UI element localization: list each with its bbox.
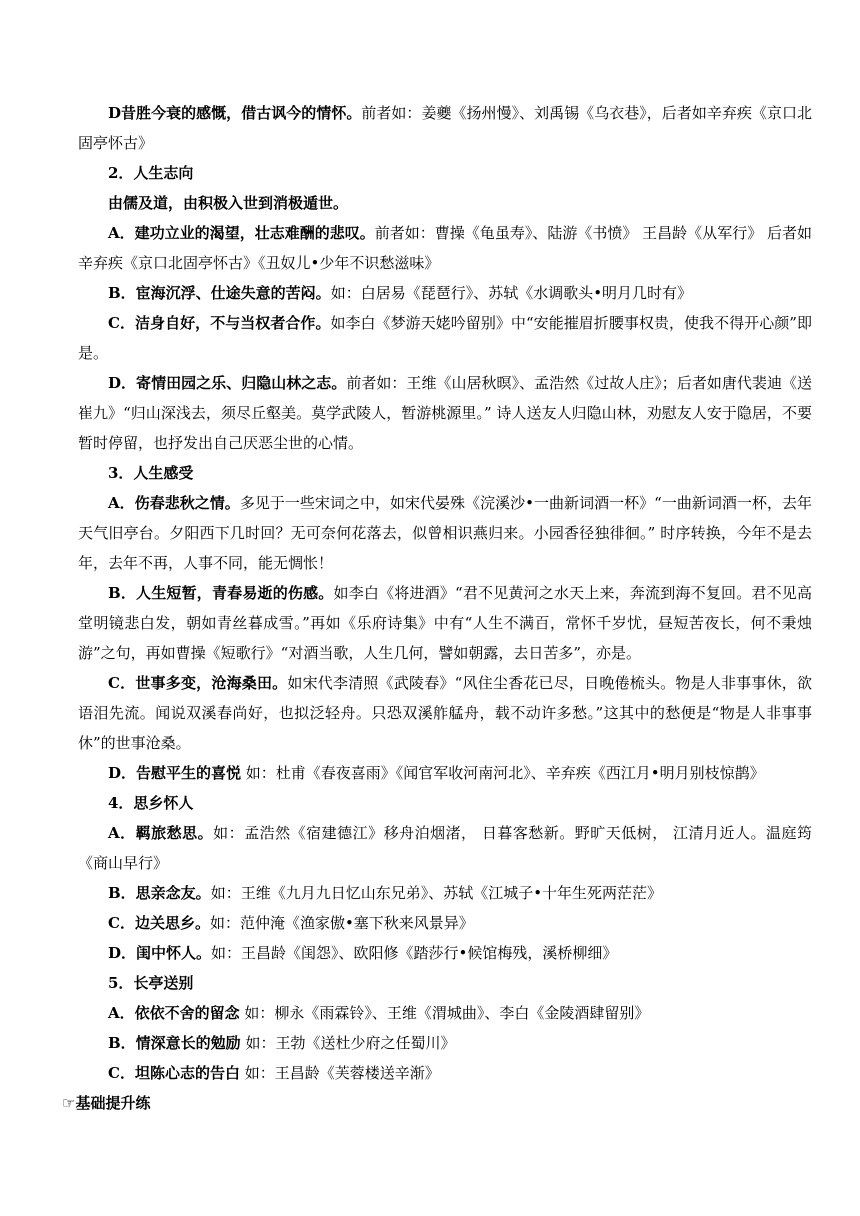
pointing-hand-icon: ☞ xyxy=(62,1094,76,1112)
paragraph-text: 如：范仲淹《渔家傲•塞下秋来风景异》 xyxy=(209,914,474,932)
paragraph-dd4 xyxy=(78,938,812,968)
paragraph-text: 如：杜甫《春夜喜雨》《闻官军收河南河北》、辛弃疾《西江月•明月别枝惊鹊》 xyxy=(241,764,765,782)
paragraph-sub2 xyxy=(78,188,812,218)
paragraph-lead: 由儒及道，由积极入世到消极遁世。 xyxy=(108,194,349,212)
paragraph-lead: D．寄情田园之乐、归隐山林之志。 xyxy=(108,374,347,392)
section-heading-basic-practice xyxy=(62,1088,812,1118)
paragraph-h2 xyxy=(78,158,812,188)
paragraph-lead: B．宦海沉浮、仕途失意的苦闷。 xyxy=(108,284,331,302)
paragraph-text: 如李白《梦游天姥吟留别》中“安能摧眉折腰事权贵，使我不得开心颜”即是。 xyxy=(78,314,812,362)
paragraph-lead: 4．思乡怀人 xyxy=(108,794,194,812)
paragraph-b2 xyxy=(78,278,812,308)
paragraph-b3 xyxy=(78,578,812,668)
paragraph-b4 xyxy=(78,878,812,908)
paragraph-lead: A．羁旅愁思。 xyxy=(108,824,214,842)
paragraph-text: 前者如：曹操《龟虽寿》、陆游《书愤》 王昌龄《从军行》 后者如辛弃疾《京口北固亭怀古》《丑奴儿•少年不识愁滋味》 xyxy=(78,224,813,272)
paragraph-lead: A．伤春悲秋之情。 xyxy=(108,494,240,512)
paragraph-a2 xyxy=(78,218,812,278)
paragraph-text: 前者如：姜夔《扬州慢》、刘禹锡《乌衣巷》，后者如辛弃疾《京口北固亭怀古》 xyxy=(78,104,812,152)
paragraph-a3 xyxy=(78,488,812,578)
paragraph-dd3 xyxy=(78,758,812,788)
paragraph-b5 xyxy=(78,1028,812,1058)
paragraph-text: 前者如：王维《山居秋暝》、孟浩然《过故人庄》；后者如唐代裴迪《送崔九》“归山深浅去，须尽丘壑美。莫学武陵人，暂游桃源里。” 诗人送友人归隐山林，劝慰友人安于隐居，不要暂时停留，也抒发出自己厌恶尘世的心情。 xyxy=(78,374,812,452)
paragraph-h4 xyxy=(78,788,812,818)
paragraph-c2 xyxy=(78,308,812,368)
paragraph-text: 如：王昌龄《闺怨》、欧阳修《踏莎行•候馆梅残，溪桥柳细》 xyxy=(211,944,618,962)
paragraph-text: 如：白居易《琵琶行》、苏轼《水调歌头•明月几时有》 xyxy=(330,284,693,302)
paragraph-text: 如：王维《九月九日忆山东兄弟》、苏轼《江城子•十年生死两茫茫》 xyxy=(210,884,663,902)
paragraph-lead: C．边关思乡。 xyxy=(108,914,210,932)
paragraph-dd2 xyxy=(78,368,812,458)
paragraph-text: 如宋代李清照《武陵春》“风住尘香花已尽，日晚倦梳头。物是人非事事休，欲语泪先流。闻说双溪春尚好，也拟泛轻舟。只恐双溪舴艋舟，载不动许多愁。”这其中的愁便是“物是人非事事休”的世事沧桑。 xyxy=(78,674,812,752)
paragraph-d1 xyxy=(78,98,812,158)
paragraph-lead: 2．人生志向 xyxy=(108,164,194,182)
paragraph-lead: A．依依不舍的留念 xyxy=(108,1004,240,1022)
paragraph-lead: D昔胜今衰的感慨，借古讽今的情怀。 xyxy=(108,104,362,122)
paragraph-lead: B．思亲念友。 xyxy=(108,884,211,902)
paragraph-lead: D．闺中怀人。 xyxy=(108,944,212,962)
paragraph-lead: C．世事多变，沧海桑田。 xyxy=(108,674,288,692)
paragraph-text: 如：王勃《送杜少府之任蜀川》 xyxy=(240,1034,456,1052)
paragraph-lead: B．人生短暂，青春易逝的伤感。 xyxy=(108,584,334,602)
paragraph-h5 xyxy=(78,968,812,998)
section-heading-text: 基础提升练 xyxy=(75,1094,151,1112)
paragraph-lead: A．建功立业的渴望，壮志难酬的悲叹。 xyxy=(108,224,375,242)
document-body xyxy=(78,98,812,1088)
paragraph-text: 如：王昌龄《芙蓉楼送辛渐》 xyxy=(239,1064,440,1082)
paragraph-a5 xyxy=(78,998,812,1028)
paragraph-lead: 3．人生感受 xyxy=(108,464,194,482)
paragraph-c5 xyxy=(78,1058,812,1088)
paragraph-c3 xyxy=(78,668,812,758)
paragraph-h3 xyxy=(78,458,812,488)
paragraph-text: 如李白《将进酒》“君不见黄河之水天上来，奔流到海不复回。君不见高堂明镜悲白发，朝如青丝暮成雪。”再如《乐府诗集》中有“人生不满百，常怀千岁忧，昼短苦夜长，何不秉烛游”之句，再如曹操《短歌行》“对酒当歌，人生几何，譬如朝露，去日苦多”，亦是。 xyxy=(78,584,812,662)
paragraph-lead: D．告慰平生的喜悦 xyxy=(108,764,242,782)
paragraph-c4 xyxy=(78,908,812,938)
paragraph-lead: 5．长亭送别 xyxy=(108,974,194,992)
paragraph-text: 如：孟浩然《宿建德江》移舟泊烟渚， 日暮客愁新。野旷天低树， 江清月近人。温庭筠《商山早行》 xyxy=(78,824,813,872)
paragraph-text: 多见于一些宋词之中，如宋代晏殊《浣溪沙•一曲新词酒一杯》“一曲新词酒一杯，去年天气旧亭台。夕阳西下几时回？无可奈何花落去，似曾相识燕归来。小园香径独徘徊。” 时序转换，今年不是去年，去年不再，人事不同，能无惆怅！ xyxy=(78,494,813,572)
paragraph-a4 xyxy=(78,818,812,878)
paragraph-lead: C．坦陈心志的告白 xyxy=(108,1064,240,1082)
paragraph-text: 如：柳永《雨霖铃》、王维《渭城曲》、李白《金陵酒肆留别》 xyxy=(239,1004,650,1022)
paragraph-lead: B．情深意长的勉励 xyxy=(108,1034,241,1052)
paragraph-lead: C．洁身自好，不与当权者合作。 xyxy=(108,314,331,332)
